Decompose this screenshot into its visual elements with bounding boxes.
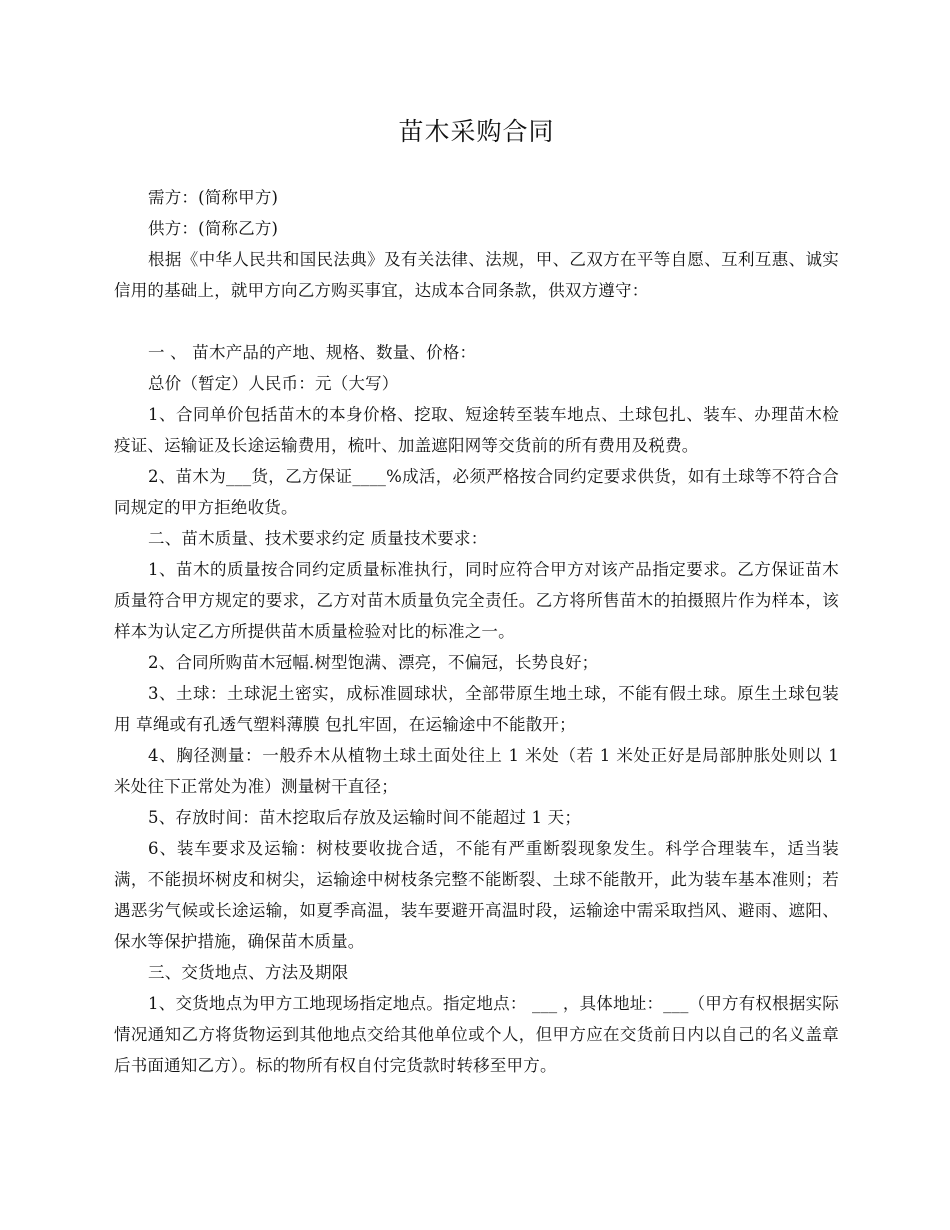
section-3-heading: 三、交货地点、方法及期限 [148, 963, 349, 982]
party-b-line: 供方：(简称乙方) [148, 219, 279, 238]
clause-2-2: 2、合同所购苗木冠幅.树型饱满、漂亮，不偏冠，长势良好； [148, 653, 599, 672]
section-2-heading: 二、苗木质量、技术要求约定 质量技术要求： [148, 529, 488, 548]
spacer [114, 306, 839, 337]
document-page [114, 112, 839, 1081]
total-price-line: 总价（暂定）人民币：元（大写） [148, 374, 399, 393]
party-a-line: 需方：(简称甲方) [148, 188, 279, 207]
clause-2-5: 5、存放时间：苗木挖取后存放及运输时间不能超过 1 天； [148, 808, 582, 827]
clause-2-6: 6、装车要求及运输：树枝要收拢合适，不能有严重断裂现象发生。科学合理装车，适当装满，不能损坏树皮和树尖，运输途中树枝条完整不能断裂、土球不能散开，此为装车基本准则；若遇恶劣气候或长途运输，如夏季高温，装车要避开高温时段，运输途中需采取挡风、避雨、遮阳、保水等保护措施，确保苗木质量。 [114, 839, 839, 951]
clause-2-3: 3、土球：土球泥土密实，成标准圆球状，全部带原生地土球，不能有假土球。原生土球包装用 草绳或有孔透气塑料薄膜 包扎牢固，在运输途中不能散开； [114, 684, 839, 734]
clause-3-1: 1、交货地点为甲方工地现场指定地点。指定地点： ___ ，具体地址：___（甲方有权根据实际情况通知乙方将货物运到其他地点交给其他单位或个人，但甲方应在交货前日内以自己的名义盖章后书面通知乙方）。标的物所有权自付完货款时转移至甲方。 [114, 994, 839, 1075]
preamble-paragraph: 根据《中华人民共和国民法典》及有关法律、法规，甲、乙双方在平等自愿、互利互惠、诚实信用的基础上，就甲方向乙方购买事宜，达成本合同条款，供双方遵守： [114, 250, 839, 300]
clause-2-1: 1、苗木的质量按合同约定质量标准执行，同时应符合甲方对该产品指定要求。乙方保证苗木质量符合甲方规定的要求，乙方对苗木质量负完全责任。乙方将所售苗木的拍摄照片作为样本，该样本为认定乙方所提供苗木质量检验对比的标准之一。 [114, 560, 839, 641]
clause-1-1: 1、合同单价包括苗木的本身价格、挖取、短途转至装车地点、土球包扎、装车、办理苗木检疫证、运输证及长途运输费用，梳叶、加盖遮阳网等交货前的所有费用及税费。 [114, 405, 839, 455]
clause-2-4: 4、胸径测量：一般乔木从植物土球土面处往上 1 米处（若 1 米处正好是局部肿胀处则以 1 米处往下正常处为准）测量树干直径； [114, 746, 839, 796]
section-1-heading: 一 、 苗木产品的产地、规格、数量、价格： [148, 343, 477, 362]
document-title: 苗木采购合同 [398, 117, 555, 146]
clause-1-2: 2、苗木为___货，乙方保证____%成活，必须严格按合同约定要求供货，如有土球等不符合合同规定的甲方拒绝收货。 [114, 467, 839, 517]
